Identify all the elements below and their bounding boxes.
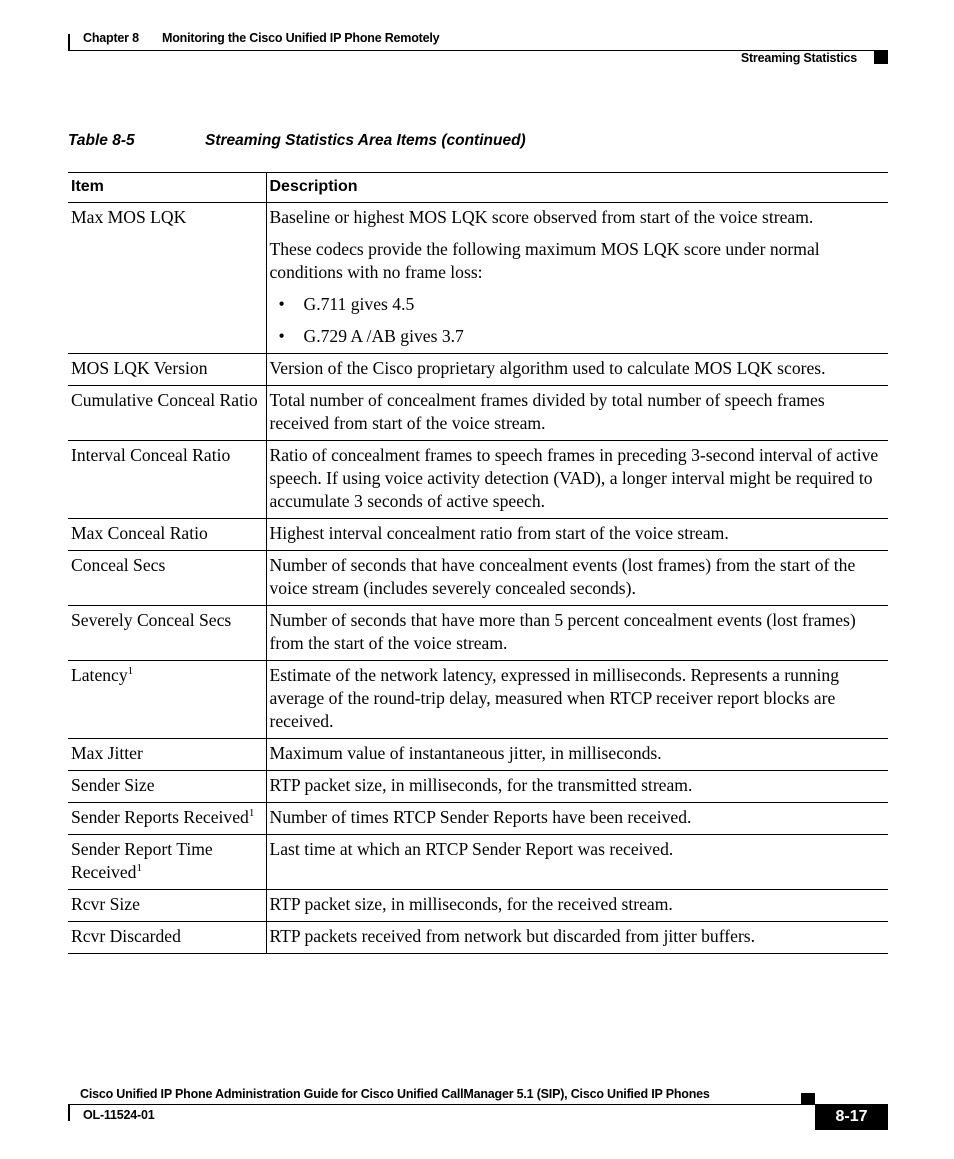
table-row — [68, 803, 888, 835]
list-item-text: G.729 A /AB gives 3.7 — [303, 326, 464, 346]
list-item-text: G.711 gives 4.5 — [303, 294, 415, 314]
item-cell: Interval Conceal Ratio — [68, 441, 266, 519]
footer-square-marker — [801, 1093, 815, 1104]
column-header-item: Item — [68, 173, 266, 203]
list-item — [270, 293, 886, 316]
description-cell: Ratio of concealment frames to speech frames in preceding 3-second interval of active speech. If using voice activity detection (VAD), a longer interval might be required to accumulate 3 seconds of active speech. — [266, 441, 888, 519]
description-cell: Maximum value of instantaneous jitter, in milliseconds. — [266, 739, 888, 771]
table-row — [68, 739, 888, 771]
document-number: OL-11524-01 — [83, 1108, 155, 1122]
table-row — [68, 606, 888, 661]
table-row — [68, 441, 888, 519]
description-cell: RTP packet size, in milliseconds, for the transmitted stream. — [266, 771, 888, 803]
footer-left-bar — [68, 1105, 70, 1121]
footnote-marker: 1 — [127, 665, 134, 677]
item-text: Sender Report Time Received — [71, 839, 213, 882]
bullet-icon: • — [278, 326, 285, 346]
item-text: Latency — [71, 665, 128, 685]
table-row — [68, 922, 888, 954]
item-text: Sender Reports Received — [71, 807, 249, 827]
chapter-title: Monitoring the Cisco Unified IP Phone Remotely — [162, 31, 440, 45]
codec-list — [270, 293, 886, 348]
section-title: Streaming Statistics — [740, 51, 857, 65]
table-number: Table 8-5 — [68, 132, 135, 149]
footer-rule — [68, 1104, 815, 1105]
table-row — [68, 519, 888, 551]
item-cell: Max Conceal Ratio — [68, 519, 266, 551]
item-cell: Conceal Secs — [68, 551, 266, 606]
description-cell: Version of the Cisco proprietary algorithm used to calculate MOS LQK scores. — [266, 354, 888, 386]
item-cell: MOS LQK Version — [68, 354, 266, 386]
description-cell: Total number of concealment frames divided by total number of speech frames received from start of the voice stream. — [266, 386, 888, 441]
item-cell: Rcvr Size — [68, 890, 266, 922]
description-cell: RTP packet size, in milliseconds, for the received stream. — [266, 890, 888, 922]
table-header-row — [68, 173, 888, 203]
item-cell: Max MOS LQK — [68, 203, 266, 354]
header-left-bar — [68, 34, 70, 50]
item-cell — [68, 661, 266, 739]
table-row — [68, 661, 888, 739]
table-row — [68, 835, 888, 890]
header-square-marker — [874, 51, 888, 64]
description-cell: Number of times RTCP Sender Reports have been received. — [266, 803, 888, 835]
description-cell — [266, 203, 888, 354]
table-title: Streaming Statistics Area Items (continued) — [205, 132, 526, 149]
page-number: 8-17 — [815, 1104, 888, 1130]
description-cell: RTP packets received from network but discarded from jitter buffers. — [266, 922, 888, 954]
guide-title: Cisco Unified IP Phone Administration Guide for Cisco Unified CallManager 5.1 (SIP), Cisco Unified IP Phones — [80, 1087, 710, 1101]
list-item — [270, 325, 886, 348]
footnote-marker: 1 — [248, 807, 255, 819]
description-cell: Number of seconds that have concealment events (lost frames) from the start of the voice stream (includes severely concealed seconds). — [266, 551, 888, 606]
table-row — [68, 354, 888, 386]
item-cell: Max Jitter — [68, 739, 266, 771]
item-cell — [68, 835, 266, 890]
item-cell: Cumulative Conceal Ratio — [68, 386, 266, 441]
table-row — [68, 771, 888, 803]
column-header-description: Description — [266, 173, 888, 203]
footnote-marker: 1 — [136, 862, 142, 874]
description-text: These codecs provide the following maximum MOS LQK score under normal conditions with no frame loss: — [269, 239, 820, 282]
item-cell: Rcvr Discarded — [68, 922, 266, 954]
item-cell: Sender Size — [68, 771, 266, 803]
description-cell: Number of seconds that have more than 5 percent concealment events (lost frames) from the start of the voice stream. — [266, 606, 888, 661]
table-row — [68, 203, 888, 354]
description-cell: Estimate of the network latency, expressed in milliseconds. Represents a running average of the round-trip delay, measured when RTCP receiver report blocks are received. — [266, 661, 888, 739]
table-row — [68, 551, 888, 606]
chapter-label: Chapter 8 — [83, 31, 139, 45]
description-text: Baseline or highest MOS LQK score observed from start of the voice stream. — [269, 207, 814, 227]
table-row — [68, 386, 888, 441]
streaming-statistics-table — [68, 172, 888, 954]
description-cell: Last time at which an RTCP Sender Report was received. — [266, 835, 888, 890]
table-row — [68, 890, 888, 922]
description-cell: Highest interval concealment ratio from start of the voice stream. — [266, 519, 888, 551]
bullet-icon: • — [278, 294, 285, 314]
item-cell: Severely Conceal Secs — [68, 606, 266, 661]
item-cell — [68, 803, 266, 835]
